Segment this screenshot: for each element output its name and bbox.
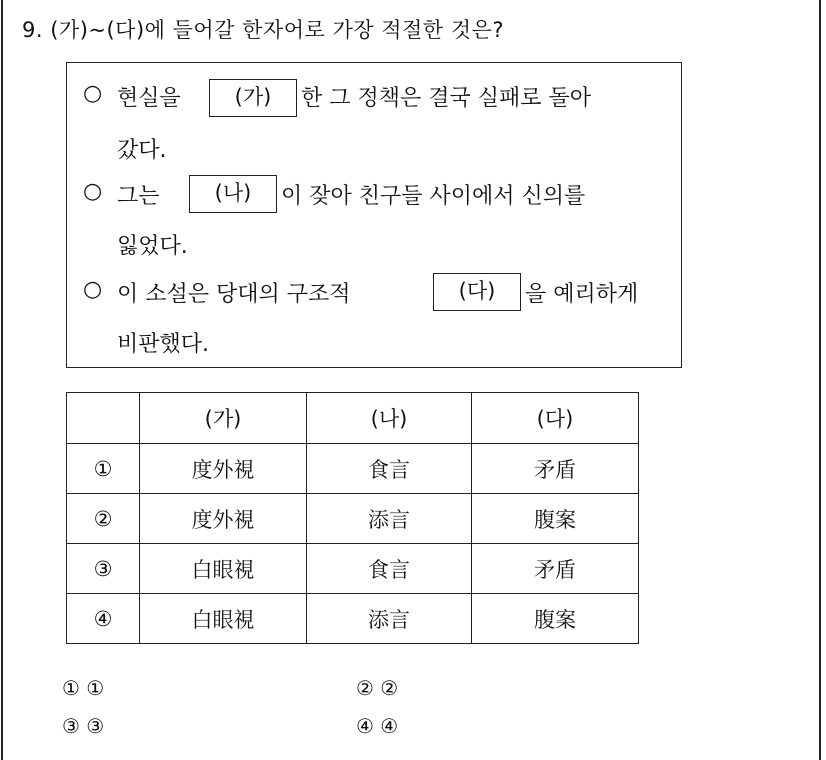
table-cell: 度外視 xyxy=(140,494,307,544)
bullet-3: ○ xyxy=(83,277,103,302)
table-header-cell: (나) xyxy=(307,393,472,444)
sentence-3-before: 이 소설은 당대의 구조적 xyxy=(117,282,351,307)
sentence-3-cont: 비판했다. xyxy=(117,332,210,357)
table-cell: 食言 xyxy=(307,544,472,594)
table-cell: ③ xyxy=(67,544,140,594)
table-cell: ① xyxy=(67,444,140,494)
table-cell: 矛盾 xyxy=(472,444,639,494)
table-header-cell xyxy=(67,393,140,444)
sentence-3-after: 을 예리하게 xyxy=(525,282,639,307)
table-header-cell: (가) xyxy=(140,393,307,444)
blank-da: (다) xyxy=(433,273,521,311)
sentence-2-cont: 잃었다. xyxy=(117,234,188,259)
bullet-1: ○ xyxy=(83,81,103,106)
table-row xyxy=(67,594,639,644)
sentence-2-before: 그는 xyxy=(117,184,160,209)
choice-4[interactable]: ④ ④ xyxy=(356,714,399,738)
table-row xyxy=(67,544,639,594)
sentence-1-cont: 갔다. xyxy=(117,138,167,163)
blank-na: (나) xyxy=(189,175,277,213)
table-cell: 腹案 xyxy=(472,594,639,644)
table-cell: 矛盾 xyxy=(472,544,639,594)
answer-table xyxy=(66,392,639,644)
blank-ga: (가) xyxy=(209,79,297,117)
table-cell: 食言 xyxy=(307,444,472,494)
bullet-2: ○ xyxy=(83,179,103,204)
table-cell: 添言 xyxy=(307,494,472,544)
table-cell: 添言 xyxy=(307,594,472,644)
passage-box xyxy=(66,62,682,368)
choice-3[interactable]: ③ ③ xyxy=(62,714,105,738)
table-header-row xyxy=(67,393,639,444)
table-row xyxy=(67,494,639,544)
sentence-1-after: 한 그 정책은 결국 실패로 돌아 xyxy=(301,86,591,111)
sentence-1-before: 현실을 xyxy=(117,86,181,111)
table-header-cell: (다) xyxy=(472,393,639,444)
table-cell: ② xyxy=(67,494,140,544)
table-row xyxy=(67,444,639,494)
table-cell: ④ xyxy=(67,594,140,644)
choice-2[interactable]: ② ② xyxy=(356,676,399,700)
sentence-2-after: 이 잦아 친구들 사이에서 신의를 xyxy=(281,184,586,209)
table-cell: 白眼視 xyxy=(140,544,307,594)
choice-1[interactable]: ① ① xyxy=(62,676,105,700)
table-cell: 度外視 xyxy=(140,444,307,494)
table-cell: 白眼視 xyxy=(140,594,307,644)
question-title: 9. (가)~(다)에 들어갈 한자어로 가장 적절한 것은? xyxy=(22,18,504,42)
table-cell: 腹案 xyxy=(472,494,639,544)
